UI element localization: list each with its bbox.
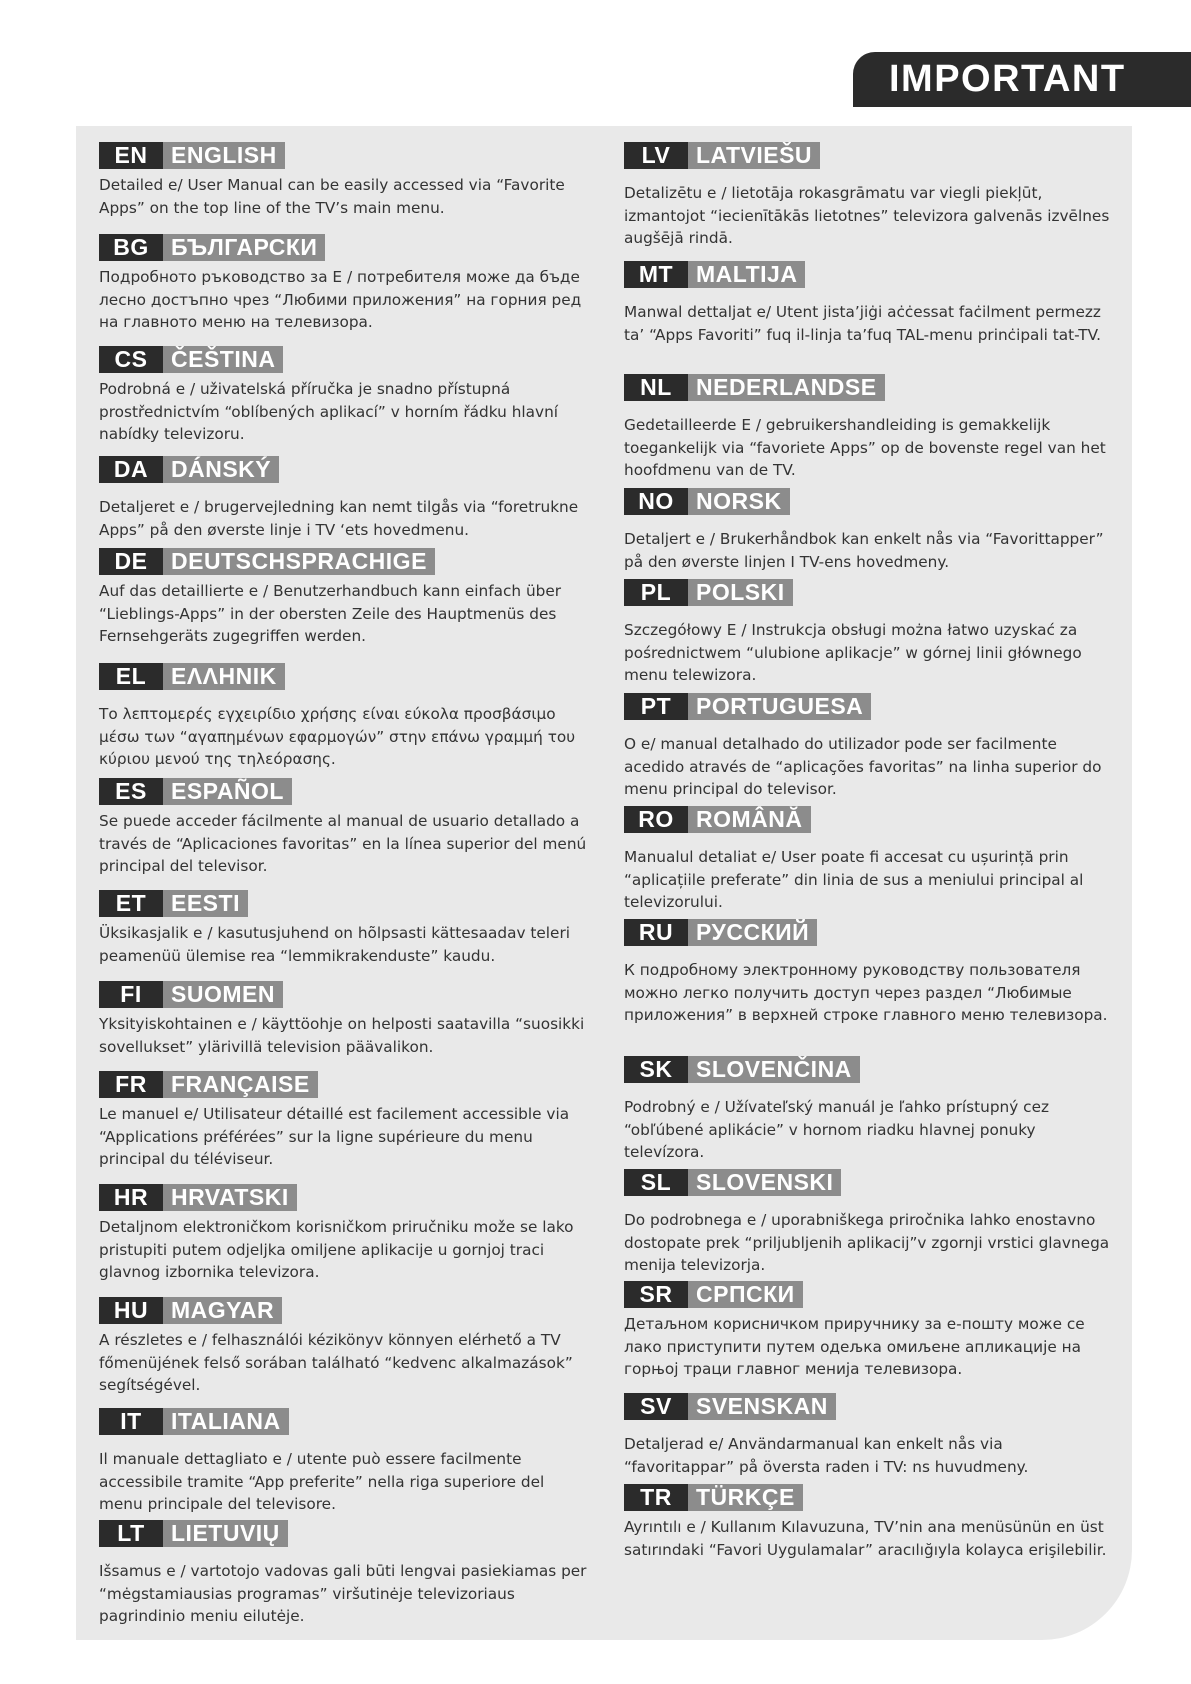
lang-section-bg [99, 234, 589, 334]
lang-description: Manualul detaliat e/ User poate fi accesat cu ușurință prin “aplicațiile preferate” din linia de sus a meniului principal al televizorului. [624, 848, 1084, 911]
lang-code: SK [624, 1056, 688, 1083]
lang-description: Το λεπτομερές εγχειρίδιο χρήσης είναι εύκολα προσβάσιμο μέσω των “αγαπημένων εφαρμογών” στην επάνω γραμμή του κύριου μενού της τηλεόρασης. [99, 705, 576, 768]
lang-header [99, 1408, 589, 1435]
lang-name: SLOVENSKI [688, 1169, 841, 1196]
lang-header [99, 1297, 589, 1324]
lang-name: БЪЛГАРСКИ [163, 234, 325, 261]
lang-description: Se puede acceder fácilmente al manual de usuario detallado a través de “Aplicaciones favoritas” en la línea superior del menú principal del televisor. [99, 812, 587, 875]
lang-section-de [99, 548, 589, 648]
lang-description: Detaljeret e / brugervejledning kan nemt tilgås via “foretrukne Apps” på den øverste linje i TV ‘ets hovedmenu. [99, 498, 579, 539]
lang-header [624, 1393, 1114, 1420]
lang-header [99, 890, 589, 917]
lang-description: Detaljerad e/ Användarmanual kan enkelt nås via “favoritappar” på översta raden i TV: ns huvudmeny. [624, 1435, 1029, 1476]
lang-header [624, 1169, 1114, 1196]
lang-name: TÜRKÇE [688, 1484, 803, 1511]
lang-name: EESTI [163, 890, 248, 917]
lang-name: ČEŠTINA [163, 346, 283, 373]
lang-code: IT [99, 1408, 163, 1435]
lang-header [624, 1281, 1114, 1308]
lang-name: ESPAÑOL [163, 778, 292, 805]
lang-section-ro [624, 806, 1114, 914]
lang-description: Детаљном корисничком приручнику за е-пошту може се лако приступити путем одељка омиљене апликације на горњој траци главног менија телевизора. [624, 1315, 1085, 1378]
lang-name: MAGYAR [163, 1297, 282, 1324]
lang-code: CS [99, 346, 163, 373]
lang-name: NORSK [688, 488, 790, 515]
lang-description: Podrobný e / Užívateľský manuál je ľahko prístupný cez “obľúbené aplikácie” v hornom riadku hlavnej ponuky televízora. [624, 1098, 1050, 1161]
lang-section-pl [624, 579, 1114, 687]
lang-section-nl [624, 374, 1114, 482]
lang-name: MALTIJA [688, 261, 805, 288]
lang-code: SR [624, 1281, 688, 1308]
lang-description: Il manuale dettagliato e / utente può essere facilmente accessibile tramite “App preferite” nella riga superiore del menu principale del televisore. [99, 1450, 545, 1513]
lang-header [99, 663, 589, 690]
lang-section-fr [99, 1071, 589, 1171]
lang-description: Detaljnom elektroničkom korisničkom priručniku može se lako pristupiti putem odjeljka omiljene aplikacije u gornjoj traci glavnog izbornika televizora. [99, 1218, 574, 1281]
lang-code: EL [99, 663, 163, 690]
lang-name: ROMÂNĂ [688, 806, 811, 833]
lang-name: SUOMEN [163, 981, 283, 1008]
lang-description: Gedetailleerde E / gebruikershandleiding is gemakkelijk toegankelijk via “favoriete Apps” op de bovenste regel van het hoofdmenu van de TV. [624, 416, 1106, 479]
lang-section-sv [624, 1393, 1114, 1478]
lang-code: HR [99, 1184, 163, 1211]
lang-name: СРПСКИ [688, 1281, 803, 1308]
lang-header [624, 919, 1114, 946]
lang-code: LV [624, 142, 688, 169]
lang-name: LATVIEŠU [688, 142, 820, 169]
lang-section-ru [624, 919, 1114, 1027]
header-title: IMPORTANT [889, 58, 1126, 100]
lang-name: FRANÇAISE [163, 1071, 318, 1098]
lang-section-sk [624, 1056, 1114, 1164]
lang-name: ITALIANA [163, 1408, 289, 1435]
lang-header [99, 346, 589, 373]
lang-code: FI [99, 981, 163, 1008]
lang-header [99, 142, 589, 169]
lang-name: LIETUVIŲ [163, 1520, 288, 1547]
lang-name: HRVATSKI [163, 1184, 297, 1211]
lang-name: PORTUGUESA [688, 693, 871, 720]
lang-section-tr [624, 1484, 1114, 1561]
lang-description: Le manuel e/ Utilisateur détaillé est facilement accessible via “Applications préférées” sur la ligne supérieure du menu principal du téléviseur. [99, 1105, 570, 1168]
lang-header [624, 693, 1114, 720]
lang-header [624, 261, 1114, 288]
lang-section-it [99, 1408, 589, 1516]
lang-description: Išsamus e / vartotojo vadovas gali būti lengvai pasiekiamas per “mėgstamiausias programas” viršutinėje televizoriaus pagrindinio meniu eilutėje. [99, 1562, 587, 1625]
lang-section-hr [99, 1184, 589, 1284]
lang-section-es [99, 778, 589, 878]
lang-code: NL [624, 374, 688, 401]
lang-code: NO [624, 488, 688, 515]
lang-section-pt [624, 693, 1114, 801]
lang-code: BG [99, 234, 163, 261]
lang-name: ENGLISH [163, 142, 285, 169]
important-header [853, 52, 1191, 107]
lang-description: A részletes e / felhasználói kézikönyv könnyen elérhető a TV főmenüjének felső sorában található “kedvenc alkalmazások” segítségével. [99, 1331, 573, 1394]
lang-code: PL [624, 579, 688, 606]
lang-code: ET [99, 890, 163, 917]
lang-section-no [624, 488, 1114, 573]
lang-header [624, 1056, 1114, 1083]
lang-name: РУССКИЙ [688, 919, 817, 946]
lang-header [99, 1184, 589, 1211]
lang-code: PT [624, 693, 688, 720]
lang-code: HU [99, 1297, 163, 1324]
lang-header [624, 1484, 1114, 1511]
lang-description: Auf das detaillierte e / Benutzerhandbuch kann einfach über “Lieblings-Apps” in der obersten Zeile des Hauptmenüs des Fernsehgeräts zugegriffen werden. [99, 582, 562, 645]
lang-header [99, 1071, 589, 1098]
lang-header [624, 806, 1114, 833]
lang-header [99, 1520, 589, 1547]
lang-header [624, 579, 1114, 606]
lang-section-mt [624, 261, 1114, 346]
lang-description: O e/ manual detalhado do utilizador pode ser facilmente acedido através de “aplicações favoritas” na linha superior do menu principal do televisor. [624, 735, 1102, 798]
lang-section-lv [624, 142, 1114, 250]
lang-section-cs [99, 346, 589, 446]
lang-code: DA [99, 456, 163, 483]
lang-code: EN [99, 142, 163, 169]
lang-section-hu [99, 1297, 589, 1397]
lang-header [99, 548, 589, 575]
lang-code: FR [99, 1071, 163, 1098]
lang-header [99, 234, 589, 261]
lang-description: Detailed e/ User Manual can be easily accessed via “Favorite Apps” on the top line of the TV’s main menu. [99, 176, 565, 217]
lang-section-sl [624, 1169, 1114, 1277]
lang-description: Yksityiskohtainen e / käyttöohje on helposti saatavilla “suosikki sovellukset” ylärivillä television päävalikon. [99, 1015, 585, 1056]
lang-description: Manwal dettaljat e/ Utent jista’jiġi aċċessat faċilment permezz ta’ “Apps Favoriti” fuq il-linja ta’fuq TAL-menu prinċipali tat-TV. [624, 303, 1101, 344]
lang-code: SL [624, 1169, 688, 1196]
lang-description: Üksikasjalik e / kasutusjuhend on hõlpsasti kättesaadav teleri peamenüü ülemise rea “lemmikrakenduste” kaudu. [99, 924, 570, 965]
lang-description: К подробному электронному руководству пользователя можно легко получить доступ через раздел “Любимые приложения” в верхней строке главного меню телевизора. [624, 961, 1108, 1024]
lang-name: SVENSKAN [688, 1393, 836, 1420]
lang-code: RO [624, 806, 688, 833]
lang-name: POLSKI [688, 579, 793, 606]
lang-code: TR [624, 1484, 688, 1511]
lang-description: Podrobná e / uživatelská příručka je snadno přístupná prostřednictvím “oblíbených aplikací” v horním řádku hlavní nabídky televizoru. [99, 380, 559, 443]
lang-header [624, 488, 1114, 515]
lang-header [99, 778, 589, 805]
lang-name: SLOVENČINA [688, 1056, 860, 1083]
lang-header [99, 456, 589, 483]
lang-section-lt [99, 1520, 589, 1628]
lang-name: DÁNSKÝ [163, 456, 279, 483]
lang-header [624, 374, 1114, 401]
lang-description: Подробното ръководство за Е / потребителя може да бъде лесно достъпно чрез “Любими приложения” на горния ред на главното меню на телевизора. [99, 268, 582, 331]
lang-section-da [99, 456, 589, 541]
lang-description: Ayrıntılı e / Kullanım Kılavuzuna, TV’nin ana menüsünün en üst satırındaki “Favori Uygulamalar” aracılığıyla kolayca erişilebilir. [624, 1518, 1107, 1559]
lang-section-el [99, 663, 589, 771]
lang-header [624, 142, 1114, 169]
lang-section-sr [624, 1281, 1114, 1381]
lang-name: ΕΛΛΗΝΙΚ [163, 663, 285, 690]
lang-code: ES [99, 778, 163, 805]
lang-description: Szczegółowy E / Instrukcja obsługi można łatwo uzyskać za pośrednictwem “ulubione aplikacje” w górnej linii głównego menu telewizora. [624, 621, 1082, 684]
lang-code: LT [99, 1520, 163, 1547]
lang-section-en [99, 142, 589, 219]
lang-code: SV [624, 1393, 688, 1420]
lang-description: Do podrobnega e / uporabniškega priročnika lahko enostavno dostopate prek “priljubljenih aplikacij”v zgornji vrstici glavnega menija televizorja. [624, 1211, 1110, 1274]
lang-description: Detalizētu e / lietotāja rokasgrāmatu var viegli piekļūt, izmantojot “iecienītākās lietotnes” televizora galvenās izvēlnes augšējā rindā. [624, 184, 1110, 247]
lang-name: DEUTSCHSPRACHIGE [163, 548, 435, 575]
lang-code: RU [624, 919, 688, 946]
lang-section-et [99, 890, 589, 967]
lang-header [99, 981, 589, 1008]
lang-description: Detaljert e / Brukerhåndbok kan enkelt nås via “Favorittapper” på den øverste linjen I TV-ens hovedmeny. [624, 530, 1104, 571]
lang-code: DE [99, 548, 163, 575]
lang-name: NEDERLANDSE [688, 374, 885, 401]
lang-code: MT [624, 261, 688, 288]
lang-section-fi [99, 981, 589, 1058]
